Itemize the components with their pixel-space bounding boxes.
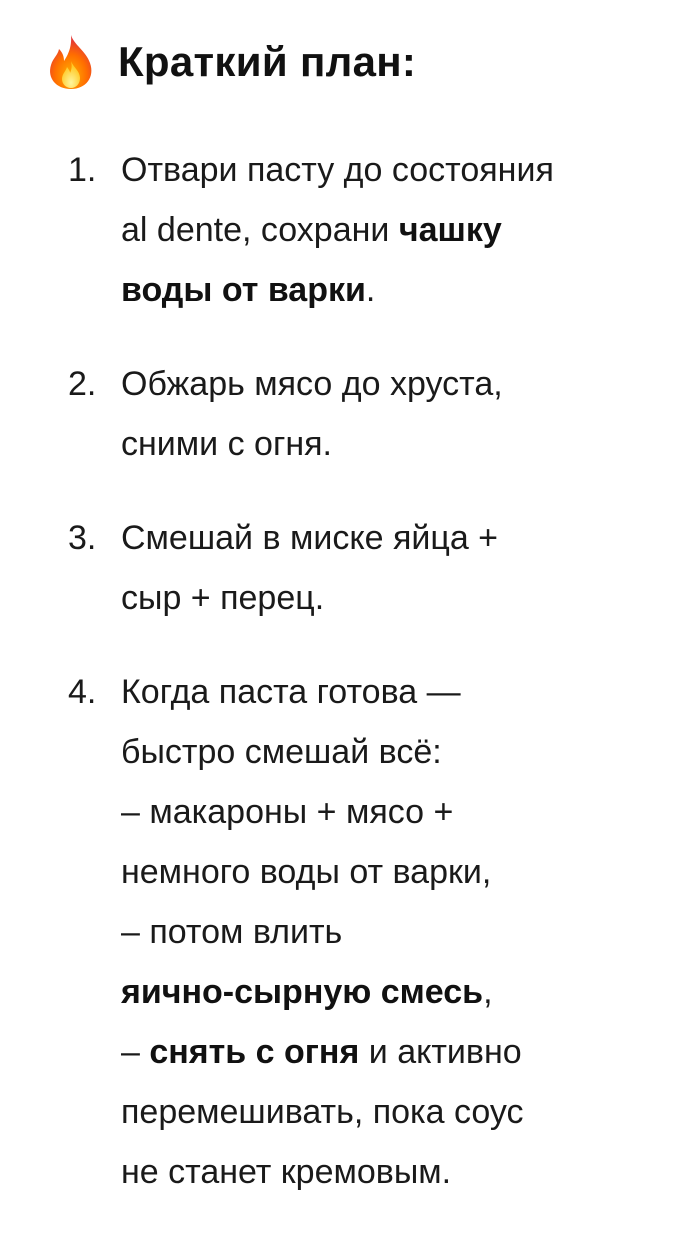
page-title: Краткий план: (118, 38, 417, 85)
step-text-line (121, 354, 671, 414)
step-text: быстро смешай всё: (121, 733, 442, 771)
step-text: , (483, 973, 493, 1011)
step-text-line (121, 782, 671, 842)
step-number: 1. (68, 151, 97, 189)
step-number: 4. (68, 673, 97, 711)
emphasized-text: воды от варки (121, 271, 366, 309)
step-text: не станет кремовым. (121, 1153, 452, 1191)
step-text-line (121, 902, 671, 962)
step-text-line (121, 1082, 671, 1142)
step-text: . (365, 271, 376, 309)
emphasized-text: яично‑сырную смесь (121, 973, 484, 1011)
fire-icon (46, 33, 96, 91)
step-text: Смешай в миске яйца + (121, 519, 499, 557)
list-item (0, 508, 691, 628)
step-text: перемешивать, пока соус (121, 1093, 524, 1131)
step-text-line (121, 568, 671, 628)
step-text: немного воды от варки, (121, 853, 492, 891)
emphasized-text: чашку (398, 211, 502, 249)
step-text-line (121, 662, 671, 722)
step-text: и активно (359, 1033, 522, 1071)
step-text-line (121, 842, 671, 902)
step-text-line (121, 722, 671, 782)
list-item (0, 354, 691, 474)
step-text: – потом влить (121, 913, 343, 951)
emphasized-text: снять с огня (149, 1033, 360, 1071)
step-text: сыр + перец. (121, 579, 325, 617)
step-text: сними с огня. (121, 425, 332, 463)
step-number: 3. (68, 519, 97, 557)
step-text: – макароны + мясо + (121, 793, 454, 831)
step-text-line (121, 140, 671, 200)
step-text-line (121, 1022, 671, 1082)
step-text-line (121, 1142, 671, 1202)
step-text-line (121, 260, 671, 320)
step-text-line (121, 200, 671, 260)
step-text: Когда паста готова — (121, 673, 461, 711)
section-heading (46, 30, 416, 94)
step-number: 2. (68, 365, 97, 403)
list-item (0, 140, 691, 320)
list-item (0, 662, 691, 1202)
step-text: Отвари пасту до состояния (121, 151, 554, 189)
step-text: – (121, 1033, 150, 1071)
step-text: al dente, сохрани (121, 211, 399, 249)
step-text-line (121, 508, 671, 568)
step-text-line (121, 414, 671, 474)
step-text-line (121, 962, 671, 1022)
step-text: Обжарь мясо до хруста, (121, 365, 503, 403)
steps-list (0, 140, 691, 1236)
